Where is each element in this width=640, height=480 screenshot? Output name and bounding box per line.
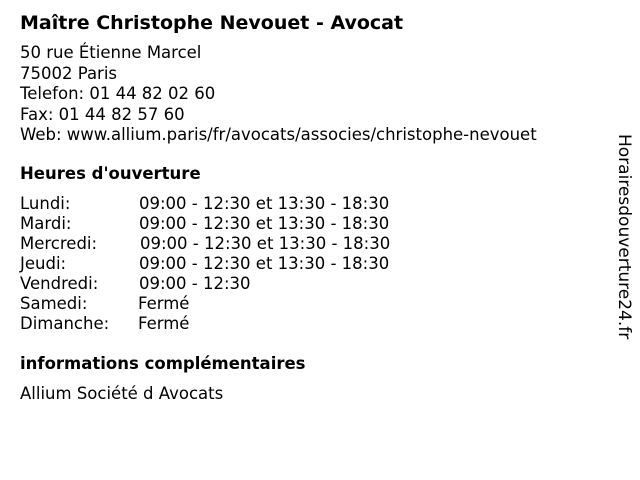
info-text: Allium Société d Avocats	[20, 384, 224, 403]
day-label: Jeudi:	[20, 254, 67, 273]
day-label: Samedi:	[20, 294, 88, 313]
phone-number: Telefon: 01 44 82 02 60	[20, 84, 216, 103]
website-link: Web: www.allium.paris/fr/avocats/associes/christophe-nevouet	[20, 125, 537, 144]
day-label: Mardi:	[20, 214, 72, 233]
day-label: Lundi:	[20, 194, 71, 213]
day-label: Mercredi:	[20, 234, 98, 253]
info-heading: informations complémentaires	[20, 354, 306, 373]
day-label: Vendredi:	[20, 274, 99, 293]
contact-block	[20, 43, 537, 146]
time-value: Fermé	[138, 314, 190, 333]
hours-heading: Heures d'ouverture	[20, 164, 201, 183]
street-address: 50 rue Étienne Marcel	[20, 43, 202, 62]
page-title: Maître Christophe Nevouet - Avocat	[20, 12, 404, 34]
time-value: Fermé	[138, 294, 190, 313]
time-value: 09:00 - 12:30 et 13:30 - 18:30	[140, 234, 391, 253]
time-value: 09:00 - 12:30 et 13:30 - 18:30	[139, 194, 390, 213]
time-value: 09:00 - 12:30	[139, 274, 251, 293]
fax-number: Fax: 01 44 82 57 60	[20, 104, 185, 124]
site-watermark: Horairesdouverture24.fr	[614, 134, 634, 340]
time-value: 09:00 - 12:30 et 13:30 - 18:30	[139, 214, 390, 233]
day-label: Dimanche:	[20, 314, 110, 333]
time-value: 09:00 - 12:30 et 13:30 - 18:30	[139, 254, 390, 273]
postal-city: 75002 Paris	[20, 63, 118, 83]
